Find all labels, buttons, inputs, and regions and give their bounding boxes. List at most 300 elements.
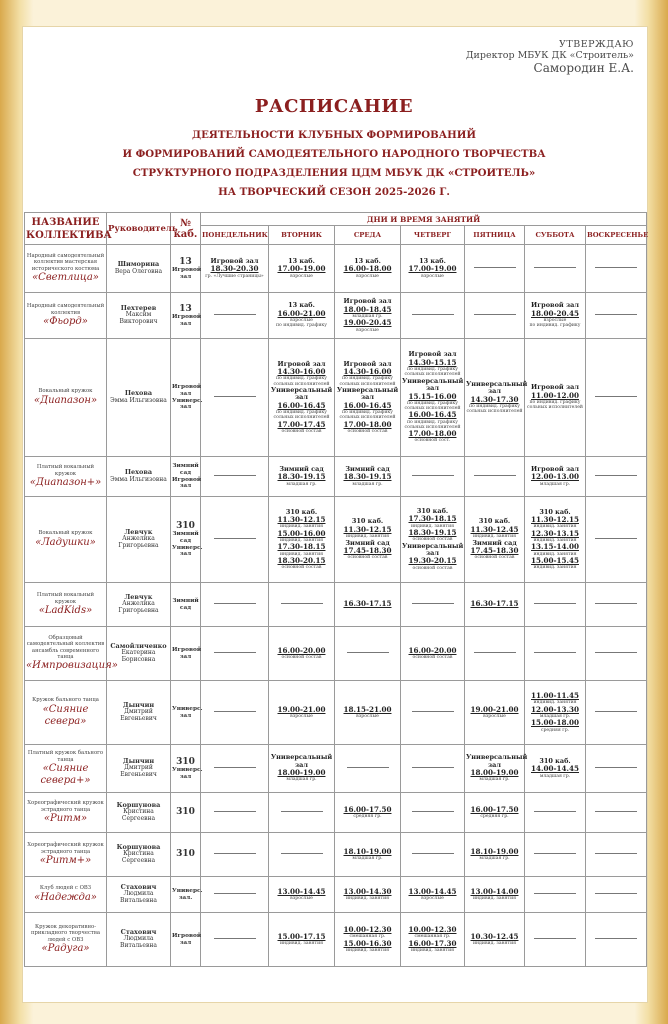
- table-row: [25, 913, 647, 967]
- no-session-dash: [412, 767, 454, 768]
- room-hall: Универс. зал: [172, 705, 203, 719]
- leader-surname: Стахович: [120, 927, 157, 936]
- collective-description: Хореографический кружок эстрадного танца: [27, 800, 104, 813]
- session-note: взрослые: [421, 896, 444, 901]
- day-cell: [401, 457, 465, 497]
- session-place: Игровой зал: [343, 359, 392, 368]
- no-session-dash: [534, 267, 576, 268]
- leader-cell: [107, 877, 171, 913]
- session-time: 14.30-16.00: [277, 367, 326, 377]
- session-note: индивид. занятия: [472, 896, 517, 901]
- approval-signer: Самородин Е.А.: [533, 60, 634, 75]
- day-cell: [465, 497, 525, 583]
- no-session-dash: [347, 767, 389, 768]
- collective-name: «LadKids»: [38, 604, 93, 616]
- session-note: по индивид. графику: [341, 376, 394, 382]
- no-session-dash: [347, 652, 389, 653]
- room-cell: [171, 293, 201, 339]
- collective-cell: [25, 339, 107, 457]
- collective-cell: [25, 877, 107, 913]
- session-place: 310 каб.: [539, 507, 571, 516]
- session-note: младшая гр.: [352, 856, 383, 861]
- leader-surname: Пехова: [124, 389, 153, 398]
- session-place: 310 каб.: [351, 517, 384, 526]
- header-name: НАЗВАНИЕ КОЛЛЕКТИВА: [25, 213, 107, 245]
- no-session-dash: [534, 811, 576, 812]
- session-place: 310 каб.: [478, 517, 511, 526]
- room-cell: [171, 681, 201, 745]
- session-time: 11.00-11.45: [531, 691, 579, 701]
- leader-surname: Пехова: [124, 468, 153, 477]
- session-note: основной состав: [412, 537, 453, 543]
- collective-name: «Диапазон»: [33, 394, 98, 406]
- day-cell: [335, 457, 401, 497]
- header-day: ПЯТНИЦА: [465, 226, 525, 245]
- leader-fullname: Вера Олеговна: [114, 267, 163, 275]
- session-time: 18.00-19.00: [277, 768, 326, 778]
- collective-description: Вокальный кружок: [38, 388, 93, 395]
- session-note: младшая гр.: [479, 856, 510, 861]
- day-cell: [525, 339, 586, 457]
- session-note: младшая гр.: [286, 481, 317, 487]
- leader-surname: Дынчин: [122, 700, 155, 709]
- session-time: 19.00-20.45: [343, 318, 392, 328]
- day-cell: [401, 877, 465, 913]
- session-time: 15.00-16.30: [343, 938, 392, 948]
- session-note: индивид. занятия: [533, 537, 577, 543]
- session-time: 10.30-12.45: [470, 931, 519, 941]
- session-note: основной состав: [281, 565, 322, 571]
- collective-description: Народный самодеятельный коллектив: [26, 303, 105, 316]
- room-number: 13: [179, 303, 192, 314]
- day-cell: [201, 627, 269, 681]
- no-session-dash: [534, 652, 576, 653]
- session-time: 15.00-16.00: [277, 528, 326, 538]
- day-cell: [201, 793, 269, 833]
- no-session-dash: [595, 711, 637, 712]
- session-note: индивид. занятия: [472, 941, 517, 946]
- collective-description: Кружок декоративно-прикладного творчества людей с ОВЗ: [30, 923, 101, 943]
- session-note: индивид. занятия: [279, 537, 324, 543]
- day-cell: [586, 877, 647, 913]
- room-hall: Игровой зал: [172, 267, 202, 280]
- day-cell: [465, 457, 525, 497]
- leader-surname: Левчук: [124, 592, 153, 601]
- no-session-dash: [214, 893, 256, 894]
- session-time: 16.00-17.50: [470, 804, 519, 814]
- room-hall: Зимний сад Универс. зал: [172, 531, 203, 558]
- day-cell: [401, 793, 465, 833]
- day-cell: [465, 293, 525, 339]
- day-cell: [465, 877, 525, 913]
- no-session-dash: [214, 767, 256, 768]
- collective-description: Платный вокальный кружок: [36, 592, 95, 605]
- day-cell: [335, 793, 401, 833]
- day-cell: [525, 293, 586, 339]
- leader-fullname: Екатерина Борисовна: [121, 649, 156, 664]
- session-note: по индивид. графику: [468, 403, 521, 409]
- room-number: 13: [179, 256, 192, 267]
- collective-description: Хореографический кружок эстрадного танца: [27, 842, 104, 855]
- header-leader: Руководитель: [107, 213, 171, 245]
- session-time: 16.00-17.30: [408, 938, 457, 948]
- day-cell: [401, 745, 465, 793]
- session-note: сольных исполнителей: [273, 381, 330, 387]
- session-time: 15.00-15.45: [531, 555, 579, 565]
- collective-description: Вокальный кружок: [38, 530, 93, 537]
- day-cell: [525, 681, 586, 745]
- schedule-rows: [25, 245, 647, 967]
- session-time: 16.00-16.45: [343, 400, 392, 410]
- session-note: основной сост.: [414, 438, 451, 444]
- day-cell: [525, 497, 586, 583]
- no-session-dash: [595, 811, 637, 812]
- leader-cell: [107, 681, 171, 745]
- session-place: Игровой зал: [531, 464, 579, 473]
- leader-cell: [107, 339, 171, 457]
- no-session-dash: [474, 475, 516, 476]
- session-place: Универсальный зал: [336, 385, 399, 402]
- room-hall: Зимний сад: [172, 597, 199, 611]
- collective-name: «Сияние севера»: [42, 703, 89, 727]
- session-time: 13.00-14.45: [408, 886, 457, 896]
- session-time: 19.30-20.15: [408, 556, 457, 566]
- day-cell: [465, 793, 525, 833]
- table-row: [25, 833, 647, 877]
- session-time: 15.00-18.00: [531, 718, 579, 728]
- session-place: Зимний сад: [279, 464, 324, 473]
- header-day: СУББОТА: [525, 226, 586, 245]
- session-time: 13.00-14.30: [343, 886, 392, 896]
- collective-name: «Сияние севера+»: [40, 762, 91, 786]
- day-cell: [335, 681, 401, 745]
- no-session-dash: [595, 652, 637, 653]
- day-cell: [465, 681, 525, 745]
- session-time: 10.00-12.30: [343, 924, 392, 934]
- room-cell: [171, 583, 201, 627]
- session-place: Игровой зал: [531, 383, 579, 392]
- session-time: 12.00-13.00: [531, 472, 579, 482]
- day-cell: [465, 745, 528, 793]
- session-time: 18.30-19.15: [277, 472, 326, 482]
- session-time: 16.30-17.15: [470, 599, 519, 609]
- room-cell: [171, 913, 201, 967]
- session-note: младшая гр.: [286, 777, 317, 783]
- header-room: № каб.: [171, 213, 201, 245]
- session-note: основной состав: [281, 655, 322, 660]
- session-note: сольных исполнителей: [466, 409, 523, 415]
- collective-cell: [25, 627, 118, 681]
- session-time: 14.00-14.45: [531, 764, 579, 774]
- no-session-dash: [214, 853, 256, 854]
- session-note: сольных исполнителей: [404, 424, 461, 430]
- no-session-dash: [534, 893, 576, 894]
- session-note: индивид. занятия: [533, 565, 577, 571]
- session-note: основной состав: [412, 655, 453, 660]
- day-cell: [525, 793, 586, 833]
- table-row: [25, 245, 647, 293]
- table-row: [25, 293, 647, 339]
- session-place: 310 каб.: [285, 507, 318, 516]
- day-cell: [586, 457, 647, 497]
- session-note: индивид. занятия: [345, 534, 390, 540]
- session-note: младшая гр.: [352, 481, 383, 487]
- subtitle-line: СТРУКТУРНОГО ПОДРАЗДЕЛЕНИЯ ЦДМ МБУК ДК «СТРОИТЕЛЬ»: [132, 167, 536, 179]
- day-cell: [401, 293, 465, 339]
- day-cell: [335, 745, 401, 793]
- session-note: младшая гр.: [479, 777, 510, 783]
- day-cell: [335, 877, 401, 913]
- day-cell: [525, 627, 586, 681]
- no-session-dash: [595, 603, 637, 604]
- leader-surname: Стахович: [120, 882, 157, 891]
- day-cell: [586, 627, 647, 681]
- leader-cell: [107, 745, 171, 793]
- page-title: РАСПИСАНИЕ: [254, 96, 414, 117]
- no-session-dash: [281, 811, 323, 812]
- no-session-dash: [412, 475, 454, 476]
- session-place: Универсальный зал: [466, 379, 528, 396]
- session-note: взрослые: [290, 318, 313, 324]
- day-cell: [525, 457, 586, 497]
- leader-surname: Левчук: [124, 527, 153, 536]
- session-time: 16.00-16.45: [408, 410, 457, 420]
- day-cell: [335, 293, 401, 339]
- session-time: 18.30-20.30: [210, 264, 259, 274]
- room-hall: Универс. зал: [172, 767, 203, 780]
- session-note: индивид. занятия: [279, 941, 324, 946]
- day-cell: [401, 245, 465, 293]
- collective-description: Клуб людей с ОВЗ: [39, 885, 92, 892]
- table-row: [25, 681, 647, 745]
- day-cell: [269, 877, 335, 913]
- leader-fullname: Людмила Витальевна: [120, 935, 157, 950]
- no-session-dash: [281, 853, 323, 854]
- session-time: 16.00-20.00: [277, 645, 326, 655]
- collective-name: «Радуга»: [41, 943, 90, 955]
- room-hall: Зимний сад Игровой зал: [172, 463, 202, 490]
- leader-cell: [107, 793, 171, 833]
- session-note: младшая гр.: [352, 313, 383, 319]
- day-cell: [401, 913, 465, 967]
- day-cell: [586, 681, 647, 745]
- approval-block: [466, 40, 634, 76]
- leader-fullname: Дмитрий Евгеньевич: [120, 764, 157, 779]
- session-place: Универсальный зал: [270, 385, 333, 402]
- day-cell: [525, 245, 586, 293]
- day-cell: [269, 681, 335, 745]
- no-session-dash: [214, 396, 256, 397]
- room-hall: Игровой зал: [172, 314, 202, 327]
- day-cell: [201, 245, 269, 293]
- session-time: 16.00-20.00: [408, 645, 457, 655]
- collective-description: Платный вокальный кружок: [36, 464, 95, 477]
- day-cell: [201, 913, 269, 967]
- day-cell: [525, 583, 586, 627]
- session-time: 13.15-14.00: [531, 542, 579, 552]
- day-cell: [335, 913, 401, 967]
- session-note: основной состав: [347, 429, 388, 435]
- leader-cell: [107, 245, 171, 293]
- session-time: 15.00-17.15: [277, 931, 326, 941]
- collective-cell: [25, 583, 107, 627]
- session-time: 13.00-14.45: [277, 886, 326, 896]
- room-number: 310: [176, 849, 195, 860]
- table-row: [25, 339, 647, 457]
- session-note: по индивид. графику: [275, 410, 328, 416]
- no-session-dash: [214, 538, 256, 539]
- session-time: 18.30-19.15: [343, 472, 392, 482]
- session-time: 17.45-18.30: [343, 545, 392, 555]
- session-note: сольных исполнителей: [339, 415, 396, 421]
- table-row: [25, 497, 647, 583]
- session-note: индивид. занятия: [279, 524, 324, 530]
- day-cell: [201, 877, 269, 913]
- session-note: младшая гр.: [539, 773, 571, 779]
- no-session-dash: [595, 767, 637, 768]
- room-hall: Игровой зал Универс. зал: [172, 384, 203, 411]
- collective-name: «Ритм»: [43, 812, 88, 824]
- collective-description: Образцовый самодеятельный коллектив ансамбль современного танца: [26, 634, 105, 660]
- table-row: [25, 877, 647, 913]
- session-note: индивид. занятия: [472, 534, 517, 540]
- session-note: основной состав: [347, 555, 388, 561]
- day-cell: [401, 583, 465, 627]
- session-note: смешанная гр.: [349, 934, 386, 940]
- session-place: 310 каб.: [539, 756, 571, 765]
- session-note: средняя гр.: [540, 727, 570, 733]
- no-session-dash: [412, 603, 454, 604]
- approval-position: Директор МБУК ДК «Строитель»: [465, 49, 634, 61]
- collective-name: «Импровизация»: [26, 660, 118, 672]
- session-note: по индивид. графику: [406, 419, 459, 425]
- day-cell: [269, 339, 335, 457]
- no-session-dash: [214, 314, 256, 315]
- day-cell: [401, 833, 465, 877]
- table-row: [25, 457, 647, 497]
- day-cell: [269, 833, 335, 877]
- session-place: Игровой зал: [408, 350, 457, 359]
- day-cell: [335, 339, 401, 457]
- header-day: ВОСКРЕСЕНЬЕ: [586, 226, 647, 245]
- collective-description: Народный самодеятельный коллектив мастерская исторического костюма: [26, 252, 105, 272]
- session-note: по индивид. графику: [529, 400, 581, 406]
- day-cell: [465, 627, 525, 681]
- session-note: взрослые: [290, 896, 313, 901]
- session-time: 17.45-18.30: [470, 545, 519, 555]
- leader-cell: [107, 627, 171, 681]
- day-cell: [586, 497, 647, 583]
- session-time: 18.10-19.00: [470, 846, 519, 856]
- day-cell: [525, 833, 586, 877]
- leader-fullname: Эмма Ильгизовна: [110, 475, 167, 483]
- header-days: ДНИ И ВРЕМЯ ЗАНЯТИЙ: [201, 213, 647, 226]
- no-session-dash: [595, 396, 637, 397]
- day-cell: [201, 583, 269, 627]
- session-time: 17.30-18.15: [408, 514, 457, 524]
- session-place: 310 каб.: [416, 506, 449, 515]
- collective-cell: [25, 833, 107, 877]
- day-cell: [525, 913, 586, 967]
- session-note: средняя гр.: [480, 814, 509, 819]
- collective-cell: [25, 913, 107, 967]
- session-time: 18.10-19.00: [343, 846, 392, 856]
- session-time: 11.30-12.15: [343, 524, 392, 534]
- day-cell: [269, 245, 335, 293]
- header-day: СРЕДА: [335, 226, 401, 245]
- collective-cell: [25, 457, 107, 497]
- session-note: основной состав: [412, 565, 453, 571]
- leader-fullname: Анжелика Григорьевна: [118, 600, 159, 615]
- leader-fullname: Кристина Сергеевна: [121, 808, 156, 823]
- leader-cell: [107, 583, 171, 627]
- session-time: 16.00-18.00: [343, 264, 392, 274]
- header-day: ВТОРНИК: [269, 226, 335, 245]
- session-time: 17.00-17.45: [277, 419, 326, 429]
- subtitle-line: И ФОРМИРОВАНИЙ САМОДЕЯТЕЛЬНОГО НАРОДНОГО ТВОРЧЕСТВА: [122, 148, 546, 160]
- room-hall: Игровой зал: [172, 646, 202, 660]
- no-session-dash: [595, 267, 637, 268]
- day-cell: [586, 913, 647, 967]
- day-cell: [269, 627, 335, 681]
- room-cell: [171, 497, 201, 583]
- leader-surname: Самойличенко: [110, 641, 167, 650]
- session-time: 16.00-21.00: [277, 308, 326, 318]
- day-cell: [586, 339, 647, 457]
- day-cell: [269, 745, 335, 793]
- session-note: взрослые: [290, 273, 313, 279]
- session-place: Игровой зал: [277, 359, 326, 368]
- day-cell: [201, 457, 269, 497]
- session-time: 17.00-19.00: [277, 264, 326, 274]
- no-session-dash: [412, 811, 454, 812]
- session-time: 14.30-15.15: [408, 357, 457, 367]
- day-cell: [465, 833, 525, 877]
- day-cell: [335, 627, 401, 681]
- no-session-dash: [595, 475, 637, 476]
- session-place: 13 каб.: [288, 301, 315, 310]
- no-session-dash: [474, 652, 516, 653]
- session-note: индивид. занятия: [533, 551, 577, 557]
- session-note: по индивид. графику: [275, 376, 328, 382]
- day-cell: [465, 913, 525, 967]
- no-session-dash: [534, 853, 576, 854]
- session-note: индивид. занятия: [345, 947, 390, 953]
- session-note: младшая гр.: [539, 714, 571, 719]
- session-time: 10.00-12.30: [408, 924, 457, 934]
- session-note: индивид. занятия: [279, 551, 324, 557]
- header-day: ПОНЕДЕЛЬНИК: [201, 226, 269, 245]
- no-session-dash: [595, 314, 637, 315]
- session-time: 16.00-17.50: [343, 804, 392, 814]
- no-session-dash: [412, 314, 454, 315]
- no-session-dash: [534, 603, 576, 604]
- session-note: взрослые: [483, 714, 506, 719]
- room-hall: Универс. зал.: [172, 887, 203, 901]
- collective-cell: [25, 245, 107, 293]
- session-time: 11.30-12.45: [470, 524, 519, 534]
- session-time: 18.00-18.45: [343, 304, 392, 314]
- leader-fullname: Людмила Витальевна: [120, 890, 157, 905]
- collective-name: «Надежда»: [34, 891, 97, 903]
- room-cell: [171, 877, 201, 913]
- collective-name: «Диапазон+»: [29, 476, 102, 488]
- day-cell: [586, 793, 647, 833]
- session-note: по индивид. графику: [406, 367, 459, 372]
- leader-fullname: Дмитрий Евгеньевич: [120, 708, 157, 723]
- leader-surname: Шиморина: [117, 260, 160, 269]
- session-note: сольных исполнителей: [273, 415, 330, 421]
